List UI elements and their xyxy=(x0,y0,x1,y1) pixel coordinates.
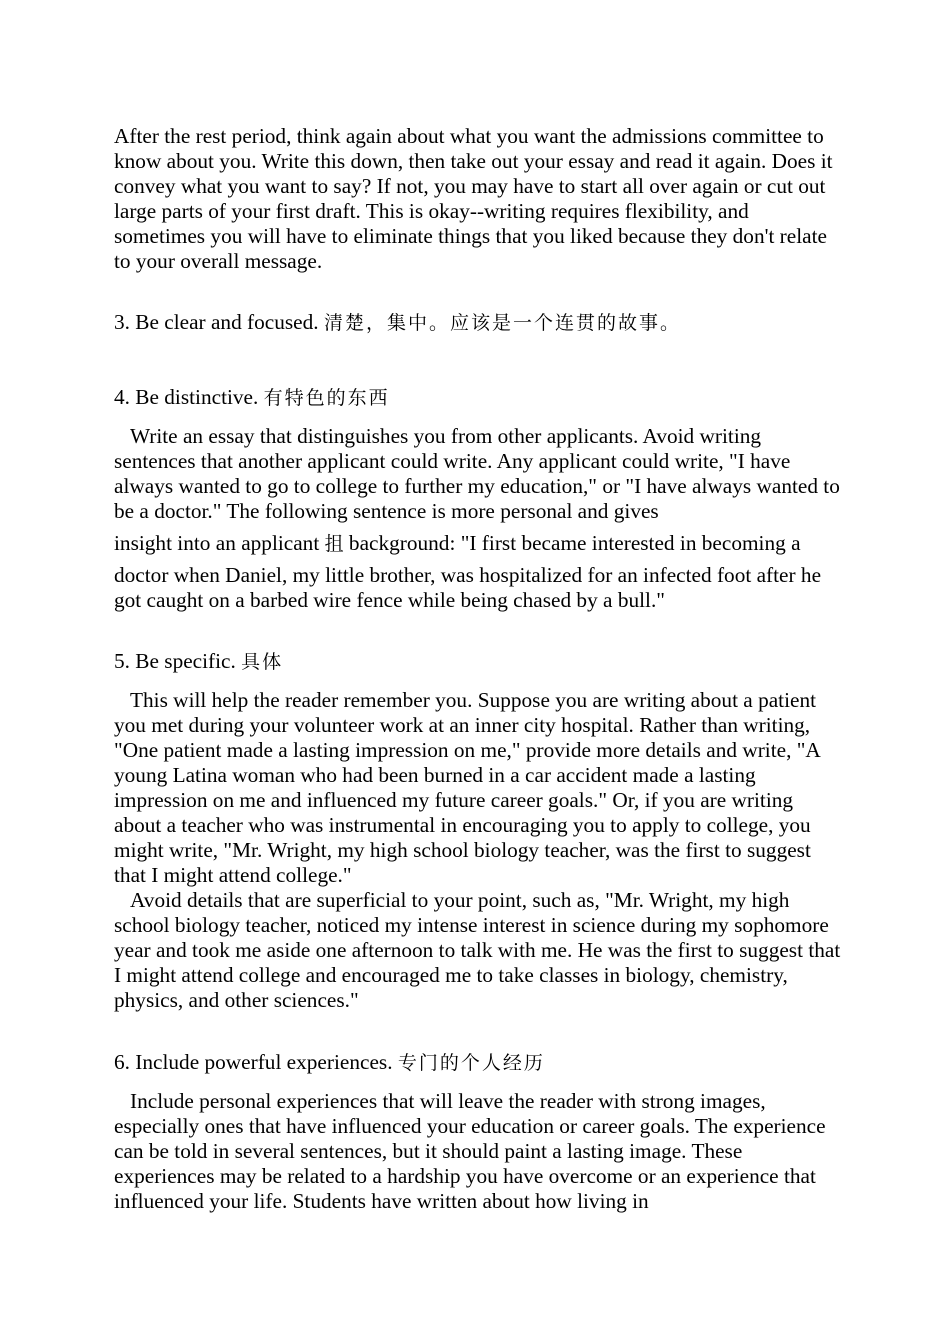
section-3-heading-en: 3. Be clear and focused. xyxy=(114,310,319,334)
section-6-heading xyxy=(114,1050,842,1076)
section-5-paragraph-2: Avoid details that are superficial to your point, such as, "Mr. Wright, my high school biology teacher, noticed my intense interest in science during my sophomore year and took me aside one afternoon to talk with me. He was the first to suggest that I might attend college and encouraged me to take classes in biology, chemistry, physics, and other sciences." xyxy=(114,888,841,1012)
spacer xyxy=(114,411,842,424)
section-4-garbled-glyph: 抯 xyxy=(324,533,344,555)
section-5-heading-cn: 具体 xyxy=(241,651,284,673)
section-5-heading-en: 5. Be specific. xyxy=(114,649,236,673)
section-5-paragraph-1: This will help the reader remember you. Suppose you are writing about a patient you met during your volunteer work at an inner city hospital. Rather than writing, "One patient made a lasting impression on me," provide more details and write, "A young Latina woman who had been burned in a car accident made a lasting impression on me and influenced my future career goals." Or, if you are writing about a teacher who was instrumental in encouraging you to apply to college, you might write, "Mr. Wright, my high school biology teacher, was the first to suggest that I might attend college." xyxy=(114,688,820,887)
section-4-text-post: background: "I first became interested in becoming a xyxy=(348,531,801,555)
section-4-heading-en: 4. Be distinctive. xyxy=(114,385,259,409)
section-4-heading xyxy=(114,385,842,411)
spacer xyxy=(114,274,842,310)
section-4-paragraph-b xyxy=(114,524,842,563)
section-4-paragraph-c: doctor when Daniel, my little brother, was hospitalized for an infected foot after he got caught on a barbed wire fence while being chased by a bull." xyxy=(114,563,822,612)
spacer xyxy=(114,1076,842,1089)
intro-paragraph: After the rest period, think again about what you want the admissions committee to know about you. Write this down, then take out your essay and read it again. Does it convey what you want to say? If not, you may have to start all over again or cut out large parts of your first draft. This is okay--writing requires flexibility, and sometimes you will have to eliminate things that you liked because they don't relate to your overall message. xyxy=(114,124,833,273)
spacer xyxy=(114,336,842,385)
spacer xyxy=(114,675,842,688)
spacer xyxy=(114,613,842,649)
document-page xyxy=(114,124,842,1214)
section-6-paragraph-1: Include personal experiences that will leave the reader with strong images, especially ones that have influenced your education or career goals. The experience can be told in several sentences, but it should paint a lasting image. These experiences may be related to a hardship you have overcome or an experience that influenced your life. Students have written about how living in xyxy=(114,1089,826,1213)
spacer xyxy=(114,1013,842,1050)
section-5-heading xyxy=(114,649,842,675)
section-4-heading-cn: 有特色的东西 xyxy=(263,387,390,409)
section-3-heading-cn: 清楚，集中。应该是一个连贯的故事。 xyxy=(323,312,681,334)
section-4-paragraph-a: Write an essay that distinguishes you from other applicants. Avoid writing sentences that another applicant could write. Any applicant could write, "I have always wanted to go to college to further my education," or "I have always wanted to be a doctor." The following sentence is more personal and gives xyxy=(114,424,840,523)
section-3-heading xyxy=(114,310,842,336)
section-6-heading-en: 6. Include powerful experiences. xyxy=(114,1050,393,1074)
section-4-text-pre: insight into an applicant xyxy=(114,531,320,555)
section-6-heading-cn: 专门的个人经历 xyxy=(397,1052,545,1074)
